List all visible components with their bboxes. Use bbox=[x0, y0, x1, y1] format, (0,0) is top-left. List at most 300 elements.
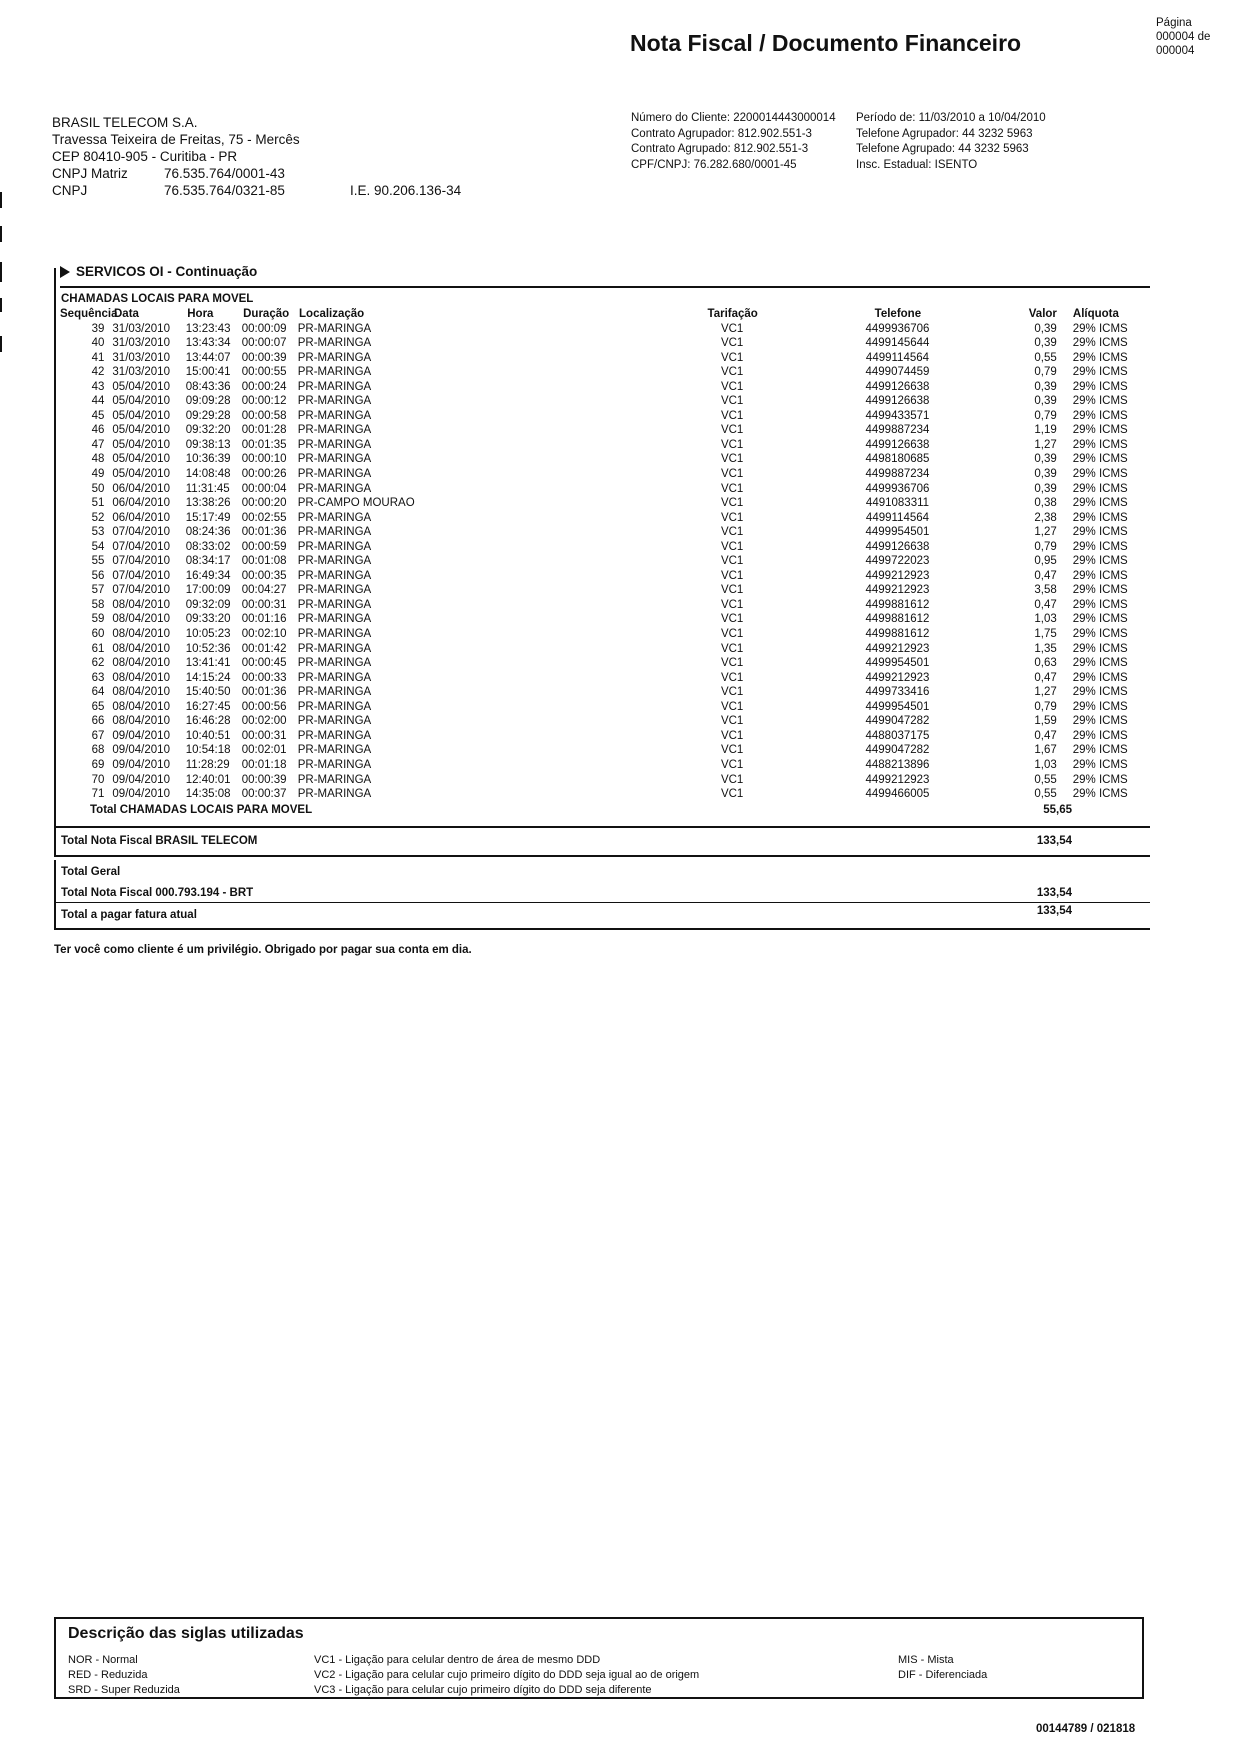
cell-sequence: 50 bbox=[91, 482, 105, 495]
cell-duration: 00:00:33 bbox=[241, 671, 287, 684]
cell-phone: 4499126638 bbox=[865, 395, 930, 408]
cell-date: 08/04/2010 bbox=[112, 671, 170, 684]
cell-rate: 29% ICMS bbox=[1072, 671, 1128, 684]
cell-location: PR-MARINGA bbox=[297, 729, 372, 742]
cell-rate: 29% ICMS bbox=[1072, 584, 1128, 597]
cell-tariff: VC1 bbox=[720, 409, 744, 422]
cell-rate: 29% ICMS bbox=[1072, 613, 1128, 626]
cell-duration: 00:04:27 bbox=[241, 584, 287, 597]
cell-date: 05/04/2010 bbox=[112, 424, 170, 437]
cell-sequence: 67 bbox=[91, 729, 105, 742]
cell-phone: 4499047282 bbox=[865, 744, 930, 757]
page-label: Página bbox=[1156, 17, 1192, 29]
scan-mark bbox=[0, 298, 2, 312]
cell-date: 06/04/2010 bbox=[112, 511, 170, 524]
header-rate: Alíquota bbox=[1072, 308, 1119, 320]
cell-location: PR-MARINGA bbox=[297, 540, 372, 553]
table-row bbox=[60, 409, 1150, 424]
cell-sequence: 57 bbox=[91, 584, 105, 597]
legend-col-other bbox=[898, 1653, 987, 1683]
cell-phone: 4499954501 bbox=[865, 700, 930, 713]
cell-phone: 4499145644 bbox=[865, 337, 930, 350]
cell-sequence: 64 bbox=[91, 686, 105, 699]
cell-duration: 00:00:12 bbox=[241, 395, 287, 408]
section-rule bbox=[60, 286, 1150, 288]
cell-tariff: VC1 bbox=[720, 744, 744, 757]
cell-value: 1,59 bbox=[1034, 715, 1057, 728]
cell-tariff: VC1 bbox=[720, 555, 744, 568]
cell-date: 07/04/2010 bbox=[112, 540, 170, 553]
table-row bbox=[60, 729, 1150, 744]
cell-value: 0,47 bbox=[1034, 598, 1057, 611]
cell-tariff: VC1 bbox=[720, 569, 744, 582]
issuer-cnpj-row bbox=[52, 182, 300, 199]
cell-location: PR-MARINGA bbox=[297, 788, 372, 801]
totals-rule bbox=[54, 855, 1150, 857]
cell-tariff: VC1 bbox=[720, 366, 744, 379]
phone-agrupado: Telefone Agrupado: 44 3232 5963 bbox=[856, 143, 1029, 155]
cell-duration: 00:00:31 bbox=[241, 729, 287, 742]
cnpj-label: CNPJ bbox=[52, 183, 88, 198]
cell-value: 0,79 bbox=[1034, 366, 1057, 379]
cell-phone: 4499954501 bbox=[865, 657, 930, 670]
cell-location: PR-MARINGA bbox=[297, 657, 372, 670]
cell-sequence: 56 bbox=[91, 569, 105, 582]
issuer-ie: I.E. 90.206.136-34 bbox=[350, 183, 462, 198]
header-phone: Telefone bbox=[874, 308, 922, 320]
cell-duration: 00:00:26 bbox=[241, 468, 287, 481]
cell-date: 05/04/2010 bbox=[112, 395, 170, 408]
section-subtitle: CHAMADAS LOCAIS PARA MOVEL bbox=[61, 293, 254, 305]
cell-date: 08/04/2010 bbox=[112, 598, 170, 611]
cell-rate: 29% ICMS bbox=[1072, 628, 1128, 641]
cell-date: 05/04/2010 bbox=[112, 409, 170, 422]
cell-duration: 00:02:55 bbox=[241, 511, 287, 524]
cell-value: 0,39 bbox=[1034, 482, 1057, 495]
issuer-cep: CEP 80410-905 - Curitiba - PR bbox=[52, 149, 238, 164]
table-row bbox=[60, 380, 1150, 395]
cell-time: 10:54:18 bbox=[185, 744, 231, 757]
cell-rate: 29% ICMS bbox=[1072, 569, 1128, 582]
cell-duration: 00:00:55 bbox=[241, 366, 287, 379]
cell-rate: 29% ICMS bbox=[1072, 468, 1128, 481]
table-row bbox=[60, 525, 1150, 540]
cell-duration: 00:01:16 bbox=[241, 613, 287, 626]
cell-location: PR-MARINGA bbox=[297, 773, 372, 786]
cell-location: PR-MARINGA bbox=[297, 395, 372, 408]
table-row bbox=[60, 467, 1150, 482]
cell-sequence: 51 bbox=[91, 497, 105, 510]
cell-phone: 4498180685 bbox=[865, 453, 930, 466]
table-row bbox=[60, 569, 1150, 584]
total-to-pay-label: Total a pagar fatura atual bbox=[61, 909, 197, 921]
cell-tariff: VC1 bbox=[720, 526, 744, 539]
table-row bbox=[60, 336, 1150, 351]
cell-phone: 4499126638 bbox=[865, 438, 930, 451]
scan-mark bbox=[0, 262, 2, 282]
cell-duration: 00:00:04 bbox=[241, 482, 287, 495]
cnpj-value: 76.535.764/0321-85 bbox=[164, 183, 285, 198]
cell-duration: 00:02:00 bbox=[241, 715, 287, 728]
triangle-right-icon bbox=[60, 266, 70, 278]
header-time: Hora bbox=[187, 308, 214, 320]
cell-tariff: VC1 bbox=[720, 700, 744, 713]
cell-sequence: 66 bbox=[91, 715, 105, 728]
cell-time: 17:00:09 bbox=[185, 584, 231, 597]
cell-value: 1,27 bbox=[1034, 438, 1057, 451]
cell-phone: 4499212923 bbox=[865, 569, 930, 582]
cell-value: 0,39 bbox=[1034, 453, 1057, 466]
cell-value: 1,19 bbox=[1034, 424, 1057, 437]
cell-rate: 29% ICMS bbox=[1072, 555, 1128, 568]
cell-value: 0,55 bbox=[1034, 773, 1057, 786]
table-row bbox=[60, 612, 1150, 627]
cell-tariff: VC1 bbox=[720, 540, 744, 553]
cell-time: 08:24:36 bbox=[185, 526, 231, 539]
table-row bbox=[60, 482, 1150, 497]
cell-sequence: 71 bbox=[91, 788, 105, 801]
header-sequence: Sequência bbox=[60, 308, 118, 320]
cell-time: 09:09:28 bbox=[185, 395, 231, 408]
cell-location: PR-MARINGA bbox=[297, 380, 372, 393]
cell-date: 08/04/2010 bbox=[112, 700, 170, 713]
cell-rate: 29% ICMS bbox=[1072, 395, 1128, 408]
cell-phone: 4488213896 bbox=[865, 758, 930, 771]
cell-value: 1,35 bbox=[1034, 642, 1057, 655]
cell-value: 0,47 bbox=[1034, 671, 1057, 684]
cell-tariff: VC1 bbox=[720, 453, 744, 466]
cell-value: 1,27 bbox=[1034, 526, 1057, 539]
cell-date: 05/04/2010 bbox=[112, 468, 170, 481]
cell-rate: 29% ICMS bbox=[1072, 773, 1128, 786]
cell-tariff: VC1 bbox=[720, 657, 744, 670]
cell-duration: 00:00:09 bbox=[241, 322, 287, 335]
table-row bbox=[60, 773, 1150, 788]
cell-duration: 00:00:31 bbox=[241, 598, 287, 611]
legend-item: SRD - Super Reduzida bbox=[68, 1684, 180, 1696]
total-nf-brasil-label: Total Nota Fiscal BRASIL TELECOM bbox=[61, 835, 258, 847]
cell-time: 10:40:51 bbox=[185, 729, 231, 742]
cell-tariff: VC1 bbox=[720, 468, 744, 481]
cell-tariff: VC1 bbox=[720, 395, 744, 408]
cell-phone: 4499114564 bbox=[865, 351, 930, 364]
cell-rate: 29% ICMS bbox=[1072, 511, 1128, 524]
header-date: Data bbox=[114, 308, 139, 320]
cell-time: 08:33:02 bbox=[185, 540, 231, 553]
cell-phone: 4499466005 bbox=[865, 788, 930, 801]
cell-date: 05/04/2010 bbox=[112, 380, 170, 393]
cell-tariff: VC1 bbox=[720, 715, 744, 728]
document-title: Nota Fiscal / Documento Financeiro bbox=[630, 30, 1022, 56]
table-row bbox=[60, 598, 1150, 613]
section-left-rule bbox=[54, 268, 56, 828]
cell-duration: 00:01:08 bbox=[241, 555, 287, 568]
cell-phone: 4499433571 bbox=[865, 409, 930, 422]
cell-tariff: VC1 bbox=[720, 628, 744, 641]
cell-location: PR-MARINGA bbox=[297, 453, 372, 466]
cell-phone: 4499887234 bbox=[865, 424, 930, 437]
table-row bbox=[60, 787, 1150, 802]
cell-location: PR-MARINGA bbox=[297, 613, 372, 626]
scan-mark bbox=[0, 336, 2, 352]
cell-location: PR-MARINGA bbox=[297, 438, 372, 451]
cell-time: 13:41:41 bbox=[185, 657, 231, 670]
cell-sequence: 68 bbox=[91, 744, 105, 757]
cell-value: 0,39 bbox=[1034, 395, 1057, 408]
cell-location: PR-MARINGA bbox=[297, 366, 372, 379]
cell-rate: 29% ICMS bbox=[1072, 642, 1128, 655]
cell-value: 0,79 bbox=[1034, 700, 1057, 713]
cell-rate: 29% ICMS bbox=[1072, 438, 1128, 451]
cell-location: PR-MARINGA bbox=[297, 715, 372, 728]
cell-rate: 29% ICMS bbox=[1072, 526, 1128, 539]
cell-phone: 4499126638 bbox=[865, 380, 930, 393]
totals-left-rule bbox=[54, 826, 56, 856]
cell-time: 13:38:26 bbox=[185, 497, 231, 510]
scan-mark bbox=[0, 192, 2, 208]
cell-location: PR-MARINGA bbox=[297, 482, 372, 495]
phone-agrupador: Telefone Agrupador: 44 3232 5963 bbox=[856, 127, 1033, 140]
cell-tariff: VC1 bbox=[720, 482, 744, 495]
total-nf-brt-label: Total Nota Fiscal 000.793.194 - BRT bbox=[61, 887, 254, 899]
cell-duration: 00:01:36 bbox=[241, 686, 287, 699]
cell-time: 09:38:13 bbox=[185, 438, 231, 451]
cell-sequence: 49 bbox=[91, 468, 105, 481]
cell-value: 1,27 bbox=[1034, 686, 1057, 699]
cell-time: 11:28:29 bbox=[185, 758, 230, 771]
cell-sequence: 60 bbox=[91, 628, 105, 641]
cell-tariff: VC1 bbox=[720, 497, 744, 510]
table-row bbox=[60, 452, 1150, 467]
subtotal-value: 55,65 bbox=[1043, 804, 1072, 816]
cell-rate: 29% ICMS bbox=[1072, 366, 1128, 379]
cell-value: 0,47 bbox=[1034, 569, 1057, 582]
cell-location: PR-MARINGA bbox=[297, 671, 372, 684]
cell-time: 14:08:48 bbox=[185, 468, 231, 481]
cell-rate: 29% ICMS bbox=[1072, 700, 1128, 713]
cell-location: PR-MARINGA bbox=[297, 642, 372, 655]
cell-date: 09/04/2010 bbox=[112, 758, 170, 771]
legend-item: VC2 - Ligação para celular cujo primeiro dígito do DDD seja igual ao de origem bbox=[314, 1669, 700, 1681]
cell-phone: 4499212923 bbox=[865, 584, 930, 597]
cell-value: 0,63 bbox=[1034, 657, 1057, 670]
cell-location: PR-MARINGA bbox=[297, 409, 372, 422]
cell-time: 13:43:34 bbox=[185, 337, 231, 350]
legend-col-vc bbox=[314, 1653, 699, 1698]
legend-item: NOR - Normal bbox=[68, 1654, 138, 1666]
header-location: Localização bbox=[299, 308, 365, 320]
cell-rate: 29% ICMS bbox=[1072, 497, 1128, 510]
cell-location: PR-MARINGA bbox=[297, 700, 372, 713]
cell-time: 08:34:17 bbox=[185, 555, 231, 568]
cell-tariff: VC1 bbox=[720, 729, 744, 742]
cell-location: PR-MARINGA bbox=[297, 351, 372, 364]
legend-item: RED - Reduzida bbox=[68, 1669, 148, 1681]
cell-tariff: VC1 bbox=[720, 642, 744, 655]
page-total: 000004 bbox=[1156, 45, 1195, 57]
cell-rate: 29% ICMS bbox=[1072, 540, 1128, 553]
cell-time: 14:35:08 bbox=[185, 788, 231, 801]
cell-date: 07/04/2010 bbox=[112, 555, 170, 568]
issuer-name: BRASIL TELECOM S.A. bbox=[52, 115, 198, 130]
cell-duration: 00:00:24 bbox=[241, 380, 287, 393]
cell-date: 09/04/2010 bbox=[112, 788, 170, 801]
table-row bbox=[60, 743, 1150, 758]
cell-date: 31/03/2010 bbox=[112, 322, 170, 335]
cell-value: 0,55 bbox=[1034, 788, 1057, 801]
cell-location: PR-MARINGA bbox=[297, 337, 372, 350]
contract-agrupado: Contrato Agrupado: 812.902.551-3 bbox=[631, 143, 809, 155]
cell-value: 1,03 bbox=[1034, 613, 1057, 626]
cell-phone: 4499722023 bbox=[865, 555, 930, 568]
cell-sequence: 45 bbox=[91, 409, 105, 422]
cell-value: 0,38 bbox=[1034, 497, 1057, 510]
table-row bbox=[60, 423, 1150, 438]
cell-time: 16:27:45 bbox=[185, 700, 231, 713]
cell-tariff: VC1 bbox=[720, 438, 744, 451]
cell-duration: 00:01:18 bbox=[241, 758, 287, 771]
cell-tariff: VC1 bbox=[720, 613, 744, 626]
cell-sequence: 65 bbox=[91, 700, 105, 713]
table-row bbox=[60, 540, 1150, 555]
cell-duration: 00:00:58 bbox=[241, 409, 287, 422]
cell-location: PR-MARINGA bbox=[297, 744, 372, 757]
cell-phone: 4499936706 bbox=[865, 322, 930, 335]
customer-number: Número do Cliente: 2200014443000014 bbox=[631, 112, 836, 124]
cell-sequence: 70 bbox=[91, 773, 105, 786]
cell-sequence: 55 bbox=[91, 555, 105, 568]
cell-tariff: VC1 bbox=[720, 380, 744, 393]
cell-sequence: 52 bbox=[91, 511, 105, 524]
cell-date: 08/04/2010 bbox=[112, 657, 170, 670]
cell-tariff: VC1 bbox=[720, 758, 744, 771]
cell-time: 15:00:41 bbox=[185, 366, 231, 379]
cell-value: 0,79 bbox=[1034, 540, 1057, 553]
cell-value: 1,75 bbox=[1034, 628, 1057, 641]
cell-phone: 4499074459 bbox=[865, 366, 930, 379]
cell-duration: 00:00:56 bbox=[241, 700, 287, 713]
cell-phone: 4499887234 bbox=[865, 468, 930, 481]
header-tariff: Tarifação bbox=[707, 308, 758, 320]
cell-sequence: 69 bbox=[91, 758, 105, 771]
cell-location: PR-MARINGA bbox=[297, 424, 372, 437]
cell-sequence: 44 bbox=[91, 395, 105, 408]
cell-phone: 4499212923 bbox=[865, 671, 930, 684]
cell-time: 15:17:49 bbox=[185, 511, 231, 524]
header-duration: Duração bbox=[243, 308, 290, 320]
cell-location: PR-MARINGA bbox=[297, 468, 372, 481]
table-row bbox=[60, 714, 1150, 729]
cell-phone: 4499047282 bbox=[865, 715, 930, 728]
cell-phone: 4499936706 bbox=[865, 482, 930, 495]
page-indicator bbox=[1156, 16, 1236, 58]
cell-phone: 4499114564 bbox=[865, 511, 930, 524]
cell-tariff: VC1 bbox=[720, 671, 744, 684]
cell-time: 16:46:28 bbox=[185, 715, 231, 728]
cell-tariff: VC1 bbox=[720, 337, 744, 350]
cell-location: PR-MARINGA bbox=[297, 686, 372, 699]
cell-value: 2,38 bbox=[1034, 511, 1057, 524]
cell-date: 09/04/2010 bbox=[112, 729, 170, 742]
cell-rate: 29% ICMS bbox=[1072, 380, 1128, 393]
cell-rate: 29% ICMS bbox=[1072, 337, 1128, 350]
cell-duration: 00:00:07 bbox=[241, 337, 287, 350]
legend-item: VC1 - Ligação para celular dentro de área de mesmo DDD bbox=[314, 1654, 601, 1666]
cell-location: PR-MARINGA bbox=[297, 758, 372, 771]
issuer-block bbox=[52, 114, 300, 199]
cell-rate: 29% ICMS bbox=[1072, 657, 1128, 670]
cell-sequence: 39 bbox=[91, 322, 105, 335]
cell-time: 15:40:50 bbox=[185, 686, 231, 699]
table-row bbox=[60, 511, 1150, 526]
cell-phone: 4488037175 bbox=[865, 729, 930, 742]
cell-sequence: 63 bbox=[91, 671, 105, 684]
cell-sequence: 43 bbox=[91, 380, 105, 393]
legend-item: DIF - Diferenciada bbox=[898, 1669, 988, 1681]
cell-sequence: 40 bbox=[91, 337, 105, 350]
cell-date: 31/03/2010 bbox=[112, 337, 170, 350]
cell-date: 08/04/2010 bbox=[112, 642, 170, 655]
scan-mark bbox=[0, 226, 2, 242]
cell-tariff: VC1 bbox=[720, 351, 744, 364]
table-header-row bbox=[60, 307, 1150, 322]
cnpj-matriz-label: CNPJ Matriz bbox=[52, 166, 128, 181]
cell-tariff: VC1 bbox=[720, 788, 744, 801]
cell-value: 3,58 bbox=[1034, 584, 1057, 597]
table-row bbox=[60, 554, 1150, 569]
cell-time: 11:31:45 bbox=[185, 482, 230, 495]
thank-you-message: Ter você como cliente é um privilégio. Obrigado por pagar sua conta em dia. bbox=[54, 944, 472, 956]
cell-date: 05/04/2010 bbox=[112, 438, 170, 451]
cell-tariff: VC1 bbox=[720, 773, 744, 786]
cell-date: 31/03/2010 bbox=[112, 366, 170, 379]
cell-location: PR-MARINGA bbox=[297, 526, 372, 539]
cell-rate: 29% ICMS bbox=[1072, 729, 1128, 742]
cell-sequence: 58 bbox=[91, 598, 105, 611]
cell-tariff: VC1 bbox=[720, 686, 744, 699]
cell-phone: 4499212923 bbox=[865, 773, 930, 786]
cell-time: 09:32:09 bbox=[185, 598, 231, 611]
table-row bbox=[60, 758, 1150, 773]
cell-date: 07/04/2010 bbox=[112, 584, 170, 597]
subtotal-rule bbox=[54, 826, 1150, 828]
customer-cpf-cnpj: CPF/CNPJ: 76.282.680/0001-45 bbox=[631, 158, 797, 171]
cell-date: 31/03/2010 bbox=[112, 351, 170, 364]
cell-date: 07/04/2010 bbox=[112, 569, 170, 582]
total-nf-brt-value: 133,54 bbox=[1036, 887, 1072, 899]
table-row bbox=[60, 394, 1150, 409]
cell-sequence: 62 bbox=[91, 657, 105, 670]
cell-rate: 29% ICMS bbox=[1072, 322, 1128, 335]
cell-value: 0,55 bbox=[1034, 351, 1057, 364]
cell-sequence: 47 bbox=[91, 438, 105, 451]
section-title: SERVICOS OI - Continuação bbox=[76, 264, 258, 279]
grand-total-bottom-rule bbox=[54, 928, 1150, 930]
grand-total-left-rule bbox=[54, 860, 56, 930]
header-value: Valor bbox=[1028, 308, 1057, 320]
cell-time: 16:49:34 bbox=[185, 569, 231, 582]
cell-date: 05/04/2010 bbox=[112, 453, 170, 466]
cell-duration: 00:01:36 bbox=[241, 526, 287, 539]
cell-time: 13:44:07 bbox=[185, 351, 231, 364]
cell-tariff: VC1 bbox=[720, 424, 744, 437]
cell-location: PR-MARINGA bbox=[297, 598, 372, 611]
cell-duration: 00:00:59 bbox=[241, 540, 287, 553]
cell-time: 08:43:36 bbox=[185, 380, 231, 393]
cell-value: 1,67 bbox=[1034, 744, 1057, 757]
cell-location: PR-MARINGA bbox=[297, 584, 372, 597]
table-row bbox=[60, 365, 1150, 380]
